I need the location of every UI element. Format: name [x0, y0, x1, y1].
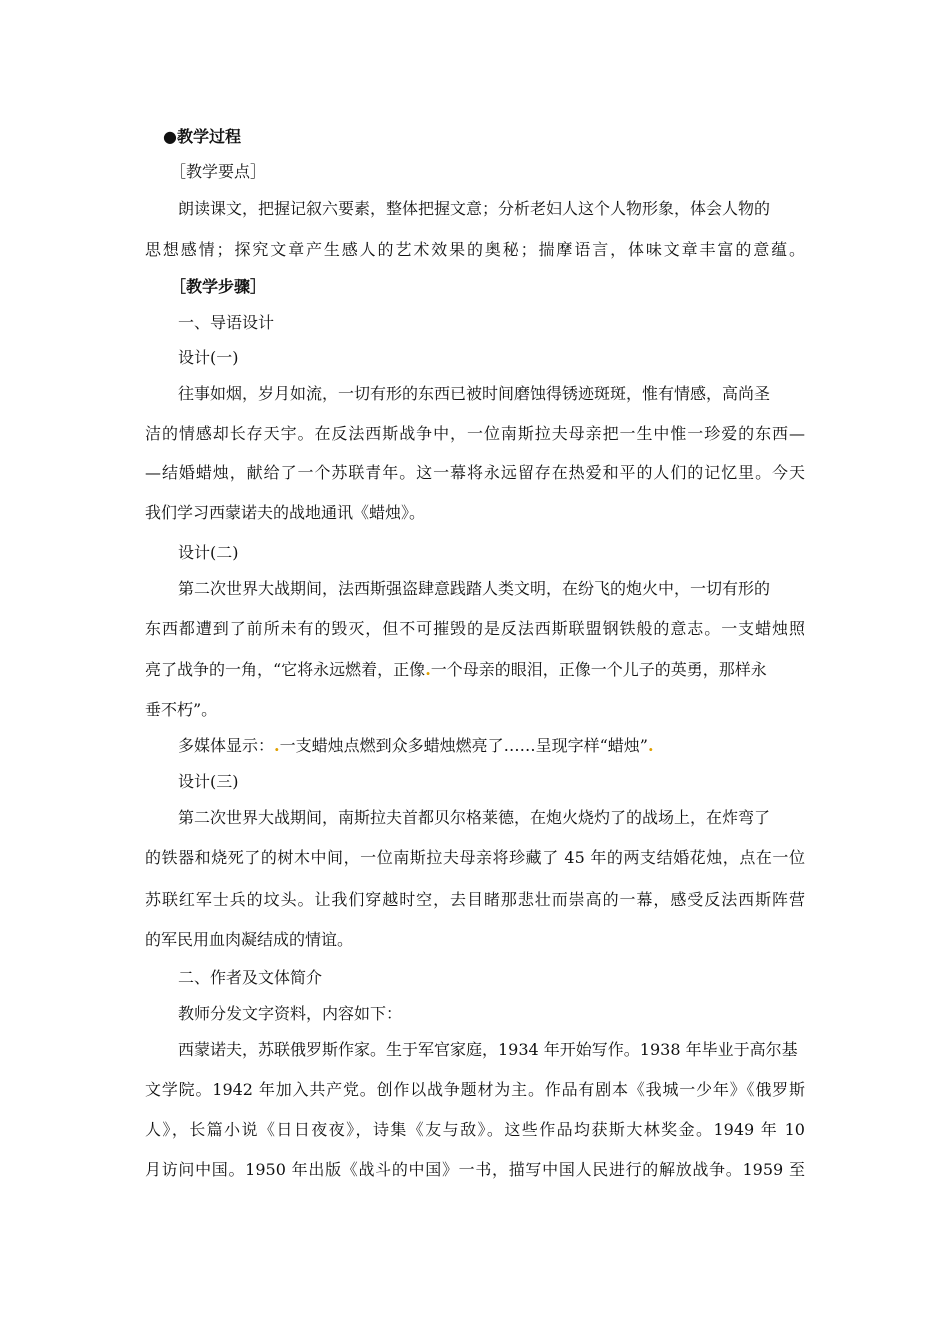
highlight-mark: . [647, 736, 654, 755]
section-title: 一、导语设计 [178, 313, 275, 332]
highlight-mark: . [425, 660, 431, 679]
section-title: 二、作者及文体简介 [178, 968, 323, 987]
paragraph-line [178, 736, 654, 756]
paragraph-line: 东西都遭到了前所未有的毁灭，但不可摧毁的是反法西斯联盟钢铁般的意志。一支蜡烛照 [145, 619, 805, 638]
highlight-mark: . [274, 736, 280, 755]
paragraph-line: 第二次世界大战期间，南斯拉夫首都贝尔格莱德，在炮火烧灼了的战场上，在炸弯了 [178, 808, 771, 827]
paragraph-line: 月访问中国。1950 年出版《战斗的中国》一书，描写中国人民进行的解放战争。1959 至 [145, 1160, 805, 1179]
paragraph-line: 往事如烟，岁月如流，一切有形的东西已被时间磨蚀得锈迹斑斑，惟有情感，高尚圣 [178, 384, 771, 403]
text-span: 一支蜡烛点燃到众多蜡烛燃亮了……呈现字样“蜡烛” [279, 736, 648, 755]
design-title: 设计(二) [178, 543, 239, 562]
text-span: 亮了战争的一角，“它将永远燃着，正像 [145, 660, 426, 679]
design-title: 设计(一) [178, 348, 239, 367]
paragraph-line [145, 660, 767, 680]
paragraph-line: —结婚蜡烛，献给了一个苏联青年。这一幕将永远留存在热爱和平的人们的记忆里。今天 [145, 463, 805, 482]
paragraph-line: 西蒙诺夫，苏联俄罗斯作家。生于军官家庭，1934 年开始写作。1938 年毕业于高尔基 [178, 1040, 798, 1059]
paragraph-line: 洁的情感却长存天宇。在反法西斯战争中，一位南斯拉夫母亲把一生中惟一珍爱的东西— [145, 424, 805, 443]
paragraph-line: 第二次世界大战期间，法西斯强盗肆意践踏人类文明，在纷飞的炮火中，一切有形的 [178, 579, 771, 598]
key-points-label: ［教学要点］ [170, 162, 267, 181]
paragraph-line: 文学院。1942 年加入共产党。创作以战争题材为主。作品有剧本《我城一少年》《俄罗斯 [145, 1080, 805, 1099]
section-heading: ●教学过程 [163, 127, 241, 146]
paragraph-line: 的铁器和烧死了的树木中间，一位南斯拉夫母亲将珍藏了 45 年的两支结婚花烛，点在一位 [145, 848, 805, 867]
paragraph-line: 我们学习西蒙诺夫的战地通讯《蜡烛》。 [145, 503, 426, 522]
steps-label: ［教学步骤］ [170, 277, 267, 296]
paragraph-line: 思想感情；探究文章产生感人的艺术效果的奥秘；揣摩语言，体味文章丰富的意蕴。 [145, 240, 805, 259]
paragraph-line: 垂不朽”。 [145, 700, 218, 719]
paragraph-line: 苏联红军士兵的坟头。让我们穿越时空，去目睹那悲壮而崇高的一幕，感受反法西斯阵营 [145, 890, 805, 909]
text-span: 多媒体显示： [178, 736, 275, 755]
text-span: 一个母亲的眼泪，正像一个儿子的英勇，那样永 [430, 660, 767, 679]
paragraph-line: 朗读课文，把握记叙六要素，整体把握文意；分析老妇人这个人物形象，体会人物的 [178, 199, 771, 218]
paragraph-line: 的军民用血肉凝结成的情谊。 [145, 930, 354, 949]
paragraph-line: 人》，长篇小说《日日夜夜》，诗集《友与敌》。这些作品均获斯大林奖金。1949 年 10 [145, 1120, 805, 1139]
paragraph-line: 教师分发文字资料，内容如下： [178, 1004, 403, 1023]
design-title: 设计(三) [178, 772, 239, 791]
